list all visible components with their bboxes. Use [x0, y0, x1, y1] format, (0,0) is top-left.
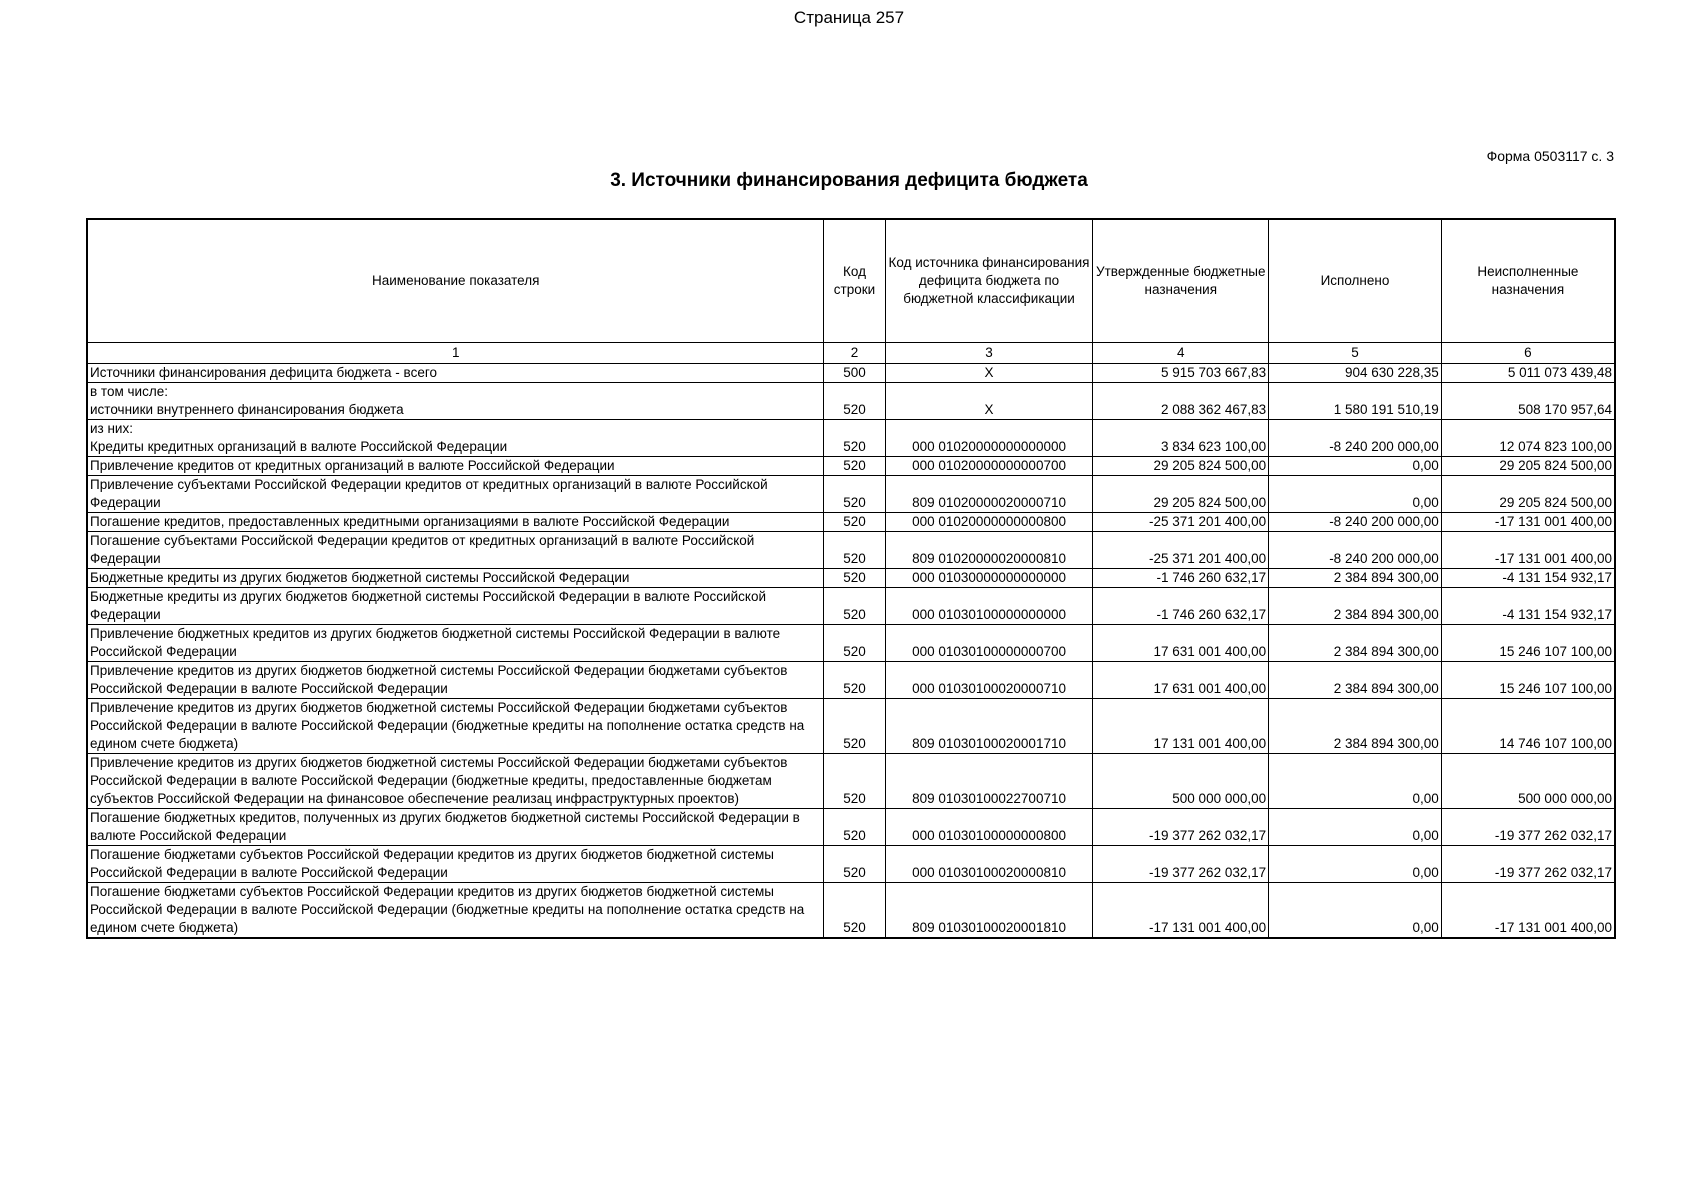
row-executed: 2 384 894 300,00: [1269, 699, 1442, 754]
row-source-code: 000 01030100000000000: [885, 588, 1093, 625]
table-row: [87, 588, 1615, 625]
row-source-code: 809 01030100022700710: [885, 754, 1093, 809]
row-code: 520: [824, 625, 885, 662]
row-code: 520: [824, 532, 885, 569]
row-approved: -25 371 201 400,00: [1093, 513, 1269, 532]
row-approved: -17 131 001 400,00: [1093, 883, 1269, 939]
row-name: Привлечение бюджетных кредитов из других бюджетов бюджетной системы Российской Федерации в валюте Российской Федерации: [87, 625, 824, 662]
row-approved: -25 371 201 400,00: [1093, 532, 1269, 569]
row-code: 520: [824, 438, 885, 457]
row-approved: 2 088 362 467,83: [1093, 401, 1269, 420]
row-name: Источники финансирования дефицита бюджета - всего: [87, 364, 824, 383]
row-source-code: 000 01020000000000800: [885, 513, 1093, 532]
row-executed: 0,00: [1269, 809, 1442, 846]
row-code: 520: [824, 846, 885, 883]
column-number: 4: [1093, 343, 1269, 364]
table-row-prefix: [87, 383, 1615, 402]
row-executed: -8 240 200 000,00: [1269, 532, 1442, 569]
row-code: 520: [824, 699, 885, 754]
table-row: [87, 625, 1615, 662]
header-approved: Утвержденные бюджетные назначения: [1093, 219, 1269, 343]
row-approved: 17 631 001 400,00: [1093, 662, 1269, 699]
row-code: 520: [824, 476, 885, 513]
column-number: 1: [87, 343, 824, 364]
row-approved: 5 915 703 667,83: [1093, 364, 1269, 383]
row-executed: -8 240 200 000,00: [1269, 513, 1442, 532]
form-code: Форма 0503117 с. 3: [1486, 148, 1614, 164]
row-unexecuted: -17 131 001 400,00: [1441, 532, 1615, 569]
row-code: 520: [824, 401, 885, 420]
empty-cell: [885, 383, 1093, 402]
row-executed: -8 240 200 000,00: [1269, 438, 1442, 457]
row-prefix: из них:: [87, 420, 824, 439]
table-row: [87, 846, 1615, 883]
row-unexecuted: 29 205 824 500,00: [1441, 457, 1615, 476]
row-name: Привлечение субъектами Российской Федерации кредитов от кредитных организаций в валюте Российской Федерации: [87, 476, 824, 513]
row-code: 520: [824, 662, 885, 699]
row-approved: -1 746 260 632,17: [1093, 588, 1269, 625]
row-name: Привлечение кредитов из других бюджетов бюджетной системы Российской Федерации бюджетами субъектов Российской Федерации в валюте Российской Федерации (бюджетные кредиты на пополнение остатка средств на едином счете бюджета): [87, 699, 824, 754]
row-source-code: 809 01030100020001810: [885, 883, 1093, 939]
row-source-code: 809 01020000020000710: [885, 476, 1093, 513]
empty-cell: [1441, 383, 1615, 402]
row-approved: -19 377 262 032,17: [1093, 846, 1269, 883]
table-row: [87, 364, 1615, 383]
row-name: Погашение субъектами Российской Федерации кредитов от кредитных организаций в валюте Российской Федерации: [87, 532, 824, 569]
row-approved: 29 205 824 500,00: [1093, 476, 1269, 513]
column-number: 3: [885, 343, 1093, 364]
empty-cell: [1093, 383, 1269, 402]
row-executed: 2 384 894 300,00: [1269, 569, 1442, 588]
row-unexecuted: 500 000 000,00: [1441, 754, 1615, 809]
row-executed: 2 384 894 300,00: [1269, 625, 1442, 662]
table-row: [87, 754, 1615, 809]
table-row: [87, 809, 1615, 846]
row-unexecuted: 29 205 824 500,00: [1441, 476, 1615, 513]
row-executed: 0,00: [1269, 883, 1442, 939]
row-name: Бюджетные кредиты из других бюджетов бюджетной системы Российской Федерации в валюте Российской Федерации: [87, 588, 824, 625]
empty-cell: [1093, 420, 1269, 439]
row-approved: 500 000 000,00: [1093, 754, 1269, 809]
column-number: 2: [824, 343, 885, 364]
row-name: Погашение кредитов, предоставленных кредитными организациями в валюте Российской Федерации: [87, 513, 824, 532]
row-code: 520: [824, 754, 885, 809]
row-approved: 3 834 623 100,00: [1093, 438, 1269, 457]
row-executed: 0,00: [1269, 457, 1442, 476]
row-source-code: 000 01030100000000800: [885, 809, 1093, 846]
row-name: Погашение бюджетных кредитов, полученных из других бюджетов бюджетной системы Российской Федерации в валюте Российской Федерации: [87, 809, 824, 846]
header-unexecuted: Неисполненные назначения: [1441, 219, 1615, 343]
row-approved: -19 377 262 032,17: [1093, 809, 1269, 846]
row-code: 520: [824, 883, 885, 939]
table-row: [87, 401, 1615, 420]
table-row: [87, 532, 1615, 569]
column-number: 6: [1441, 343, 1615, 364]
row-prefix: в том числе:: [87, 383, 824, 402]
empty-cell: [824, 420, 885, 439]
row-code: 520: [824, 457, 885, 476]
empty-cell: [1269, 383, 1442, 402]
header-source-code: Код источника финансирования дефицита бюджета по бюджетной классификации: [885, 219, 1093, 343]
table-row: [87, 513, 1615, 532]
table-row-prefix: [87, 420, 1615, 439]
row-unexecuted: -17 131 001 400,00: [1441, 513, 1615, 532]
row-executed: 0,00: [1269, 846, 1442, 883]
header-code: Код строки: [824, 219, 885, 343]
row-source-code: 000 01030100020000810: [885, 846, 1093, 883]
table-row: [87, 457, 1615, 476]
row-code: 520: [824, 569, 885, 588]
page-header: Страница 257: [793, 8, 905, 27]
column-number-row: [87, 343, 1615, 364]
table-row: [87, 476, 1615, 513]
row-source-code: 000 01030000000000000: [885, 569, 1093, 588]
row-source-code: 809 01030100020001710: [885, 699, 1093, 754]
row-code: 520: [824, 809, 885, 846]
table-body: [87, 364, 1615, 939]
row-source-code: 809 01020000020000810: [885, 532, 1093, 569]
row-source-code: 000 01030100020000710: [885, 662, 1093, 699]
row-unexecuted: 12 074 823 100,00: [1441, 438, 1615, 457]
row-executed: 2 384 894 300,00: [1269, 662, 1442, 699]
row-executed: 0,00: [1269, 754, 1442, 809]
document-title: 3. Источники финансирования дефицита бюджета: [610, 170, 1088, 191]
row-approved: -1 746 260 632,17: [1093, 569, 1269, 588]
row-source-code: 000 01020000000000700: [885, 457, 1093, 476]
header-name: Наименование показателя: [87, 219, 824, 343]
row-executed: 0,00: [1269, 476, 1442, 513]
empty-cell: [1269, 420, 1442, 439]
row-unexecuted: 14 746 107 100,00: [1441, 699, 1615, 754]
empty-cell: [1441, 420, 1615, 439]
row-code: 500: [824, 364, 885, 383]
table-row: [87, 662, 1615, 699]
row-code: 520: [824, 588, 885, 625]
table-row: [87, 699, 1615, 754]
sources-table: [86, 218, 1616, 939]
row-source-code: 000 01020000000000000: [885, 438, 1093, 457]
column-number: 5: [1269, 343, 1442, 364]
row-unexecuted: -19 377 262 032,17: [1441, 809, 1615, 846]
row-source-code: X: [885, 364, 1093, 383]
row-unexecuted: -4 131 154 932,17: [1441, 569, 1615, 588]
row-name: Погашение бюджетами субъектов Российской Федерации кредитов из других бюджетов бюджетной системы Российской Федерации в валюте Российской Федерации (бюджетные кредиты на пополнение остатка средств на едином счете бюджета): [87, 883, 824, 939]
row-unexecuted: -4 131 154 932,17: [1441, 588, 1615, 625]
row-source-code: 000 01030100000000700: [885, 625, 1093, 662]
table-row: [87, 883, 1615, 939]
header-executed: Исполнено: [1269, 219, 1442, 343]
row-name: Привлечение кредитов от кредитных организаций в валюте Российской Федерации: [87, 457, 824, 476]
row-unexecuted: 15 246 107 100,00: [1441, 625, 1615, 662]
row-unexecuted: 508 170 957,64: [1441, 401, 1615, 420]
row-name: источники внутреннего финансирования бюджета: [87, 401, 824, 420]
row-unexecuted: 5 011 073 439,48: [1441, 364, 1615, 383]
row-name: Привлечение кредитов из других бюджетов бюджетной системы Российской Федерации бюджетами субъектов Российской Федерации в валюте Российской Федерации (бюджетные кредиты, предоставленные бюджетам субъектов Российской Федерации на финансовое обеспечение реализац инфраструктурных проектов): [87, 754, 824, 809]
row-code: 520: [824, 513, 885, 532]
row-name: Погашение бюджетами субъектов Российской Федерации кредитов из других бюджетов бюджетной системы Российской Федерации в валюте Российской Федерации: [87, 846, 824, 883]
row-name: Кредиты кредитных организаций в валюте Российской Федерации: [87, 438, 824, 457]
header-row: [87, 219, 1615, 343]
row-name: Бюджетные кредиты из других бюджетов бюджетной системы Российской Федерации: [87, 569, 824, 588]
empty-cell: [885, 420, 1093, 439]
row-approved: 17 131 001 400,00: [1093, 699, 1269, 754]
table-row: [87, 438, 1615, 457]
empty-cell: [824, 383, 885, 402]
row-approved: 29 205 824 500,00: [1093, 457, 1269, 476]
row-name: Привлечение кредитов из других бюджетов бюджетной системы Российской Федерации бюджетами субъектов Российской Федерации в валюте Российской Федерации: [87, 662, 824, 699]
row-executed: 1 580 191 510,19: [1269, 401, 1442, 420]
row-source-code: X: [885, 401, 1093, 420]
row-unexecuted: 15 246 107 100,00: [1441, 662, 1615, 699]
row-executed: 904 630 228,35: [1269, 364, 1442, 383]
table-row: [87, 569, 1615, 588]
row-unexecuted: -19 377 262 032,17: [1441, 846, 1615, 883]
row-executed: 2 384 894 300,00: [1269, 588, 1442, 625]
row-unexecuted: -17 131 001 400,00: [1441, 883, 1615, 939]
row-approved: 17 631 001 400,00: [1093, 625, 1269, 662]
